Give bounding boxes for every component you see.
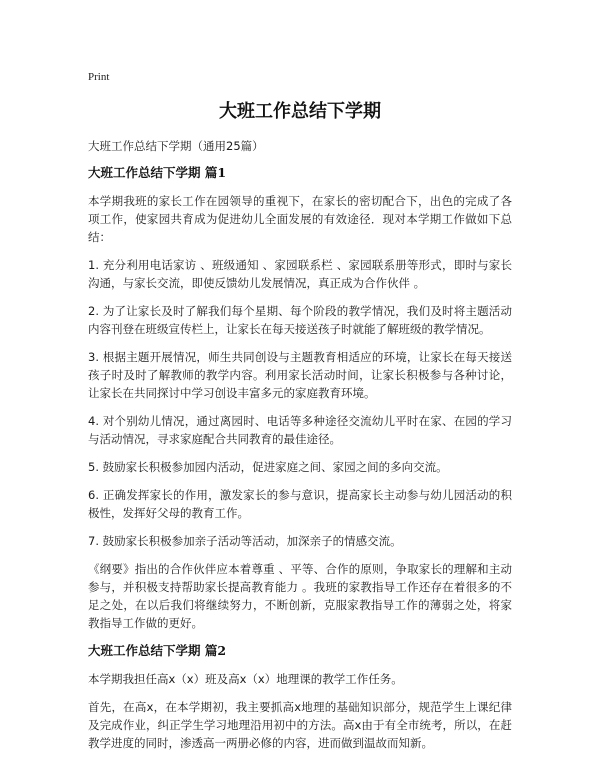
- paragraph: 4. 对个别幼儿情况，通过离园时、电话等多种途径交流幼儿平时在家、在园的学习与活动情况，寻求家庭配合共同教育的最佳途径。: [88, 414, 512, 446]
- paragraph: 1. 充分利用电话家访 、班级通知 、家园联系栏 、家园联系册等形式，即时与家长沟通，与家长交流，即使反馈幼儿发展情况，真正成为合作伙伴 。: [88, 258, 512, 290]
- paragraph: 3. 根据主题开展情况，师生共同创设与主题教育相适应的环境，让家长在每天接送孩子时及时了解教师的教学内容。利用家长活动时间，让家长积极参与各种讨论，让家长在共同探讨中学习创设丰富多元的家庭教育环境。: [88, 350, 512, 400]
- section-heading: 大班工作总结下学期 篇2: [88, 643, 227, 658]
- section-1: [88, 164, 512, 632]
- print-label[interactable]: Print: [88, 71, 110, 83]
- paragraph: 7. 鼓励家长积极参加亲子活动等活动，加深亲子的情感交流。: [88, 534, 402, 548]
- paragraph: 本学期我班的家长工作在园领导的重视下，在家长的密切配合下，出色的完成了各项工作，使家园共育成为促进幼儿全面发展的有效途径．现对本学期工作做如下总结：: [88, 194, 512, 244]
- paragraph: 首先，在高x，在本学期初，我主要抓高x地理的基础知识部分，规范学生上课纪律及完成作业，纠正学生学习地理沿用初中的方法。高x由于有全市统考，所以，在赶教学进度的同时，渗透高一两册必修的内容，进而做到温故而知新。: [88, 700, 512, 750]
- paragraph: 2. 为了让家长及时了解我们每个星期、每个阶段的教学情况，我们及时将主题活动内容刊登在班级宣传栏上，让家长在每天接送孩子时就能了解班级的教学情况。: [88, 304, 512, 336]
- section-2: [88, 642, 512, 752]
- page-title: 大班工作总结下学期: [219, 101, 381, 122]
- paragraph: 5. 鼓励家长积极参加园内活动，促进家庭之间、家园之间的多向交流。: [88, 460, 448, 474]
- paragraph: 本学期我担任高x（x）班及高x（x）地理课的教学工作任务。: [88, 672, 403, 686]
- paragraph: 《纲要》指出的合作伙伴应本着尊重 、平等、合作的原则，争取家长的理解和主动参与，并积极支持帮助家长提高教育能力 。我班的家教指导工作还存在着很多的不足之处，在以后我们将继续努力，不断创新，克服家教指导工作的薄弱之处，将家教指导工作做的更好。: [88, 562, 512, 630]
- document-subtitle: 大班工作总结下学期（通用25篇）: [88, 139, 264, 153]
- paragraph: 6. 正确发挥家长的作用，激发家长的参与意识，提高家长主动参与幼儿园活动的积极性，发挥好父母的教育工作。: [88, 488, 512, 520]
- section-heading: 大班工作总结下学期 篇1: [88, 165, 227, 180]
